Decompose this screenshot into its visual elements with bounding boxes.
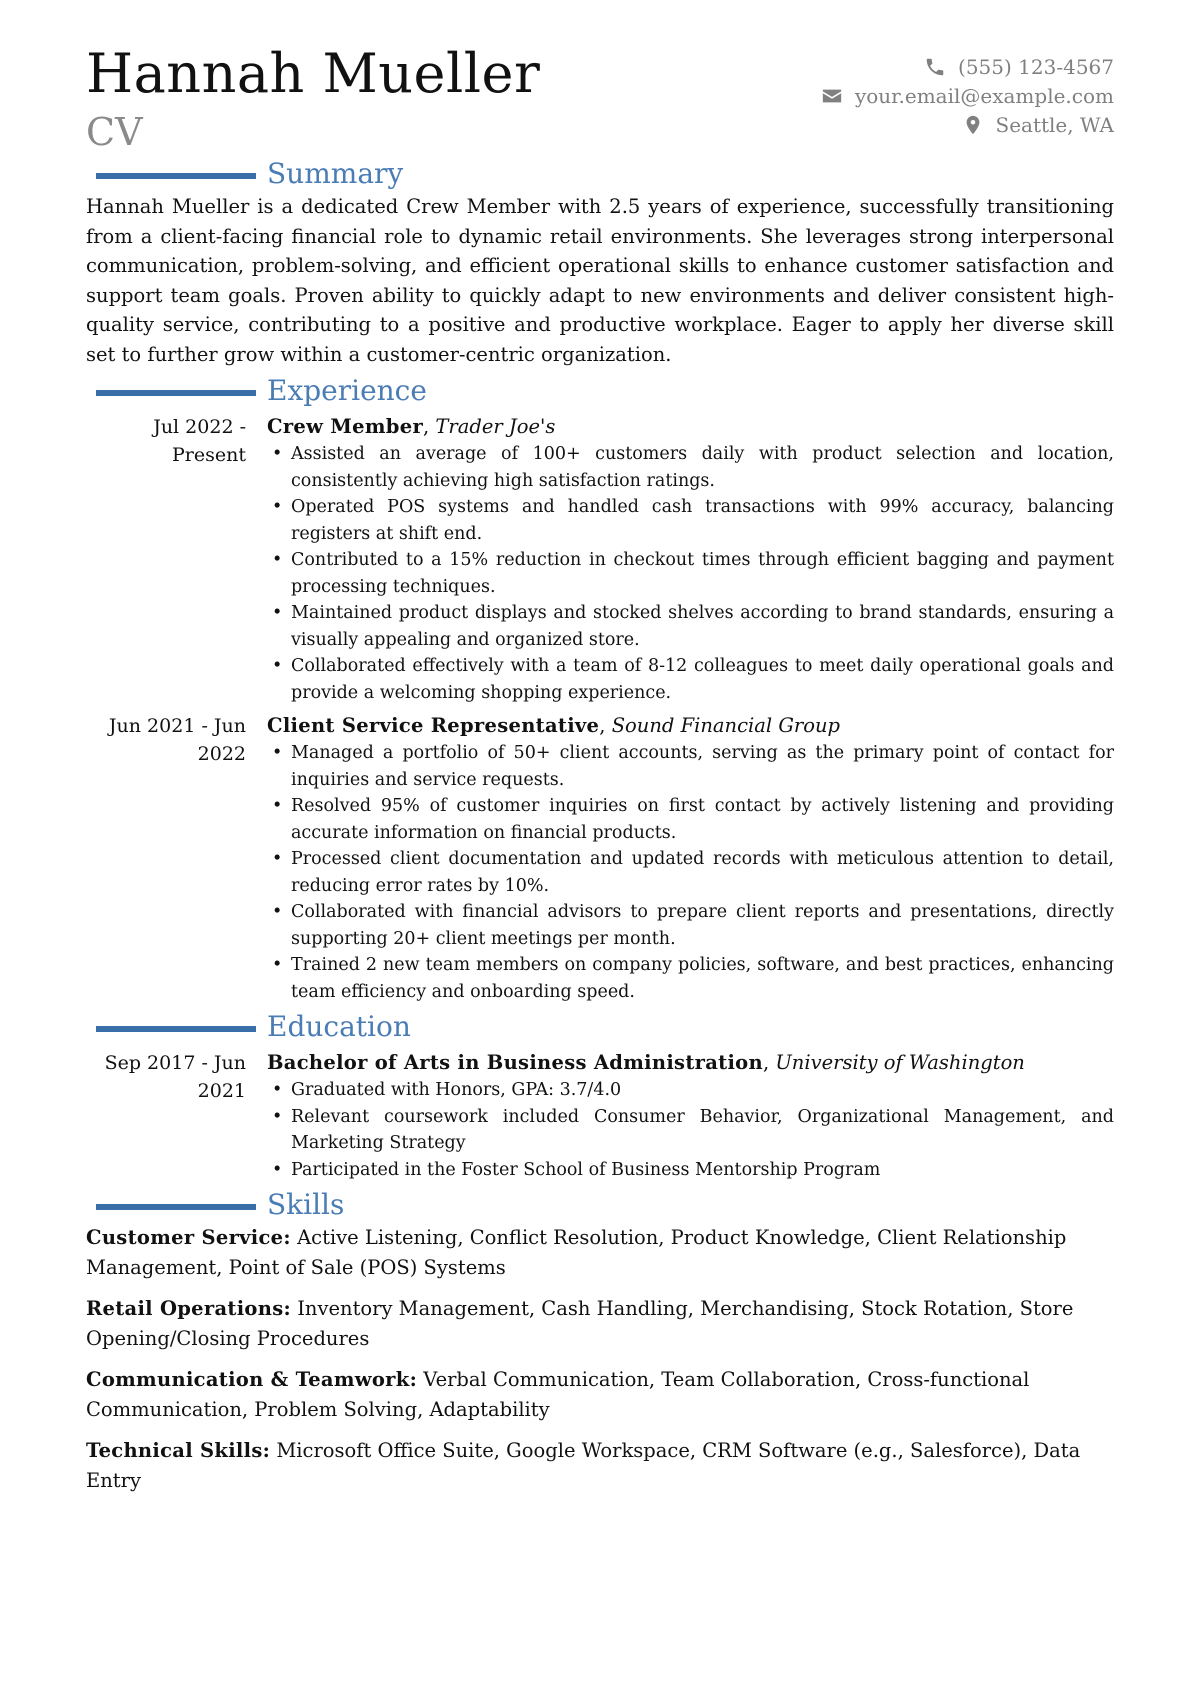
section-title: Education [267, 1010, 411, 1043]
cv-page [86, 40, 1114, 1507]
education-heading [86, 1011, 1114, 1043]
skill-group [86, 1436, 1114, 1495]
bullet-item: • Assisted an average of 100+ customers daily with product selection and location, consistently achieving high satisfaction ratings. [267, 441, 1114, 494]
skill-items: Active Listening, Conflict Resolution, Product Knowledge, Client Relationship Management, Point of Sale (POS) Systems [86, 1226, 1067, 1279]
job-title: Crew Member [267, 415, 424, 438]
education-entry [86, 1049, 1114, 1183]
summary-heading [86, 158, 1114, 190]
entry-date: Jun 2021 - Jun 2022 [108, 715, 246, 765]
bullet-item: • Collaborated with financial advisors to prepare client reports and presentations, directly supporting 20+ client meetings per month. [267, 899, 1114, 952]
bullet-item: • Participated in the Foster School of Business Mentorship Program [267, 1157, 1114, 1184]
experience-entry [86, 413, 1114, 706]
skill-group [86, 1294, 1114, 1353]
bullet-list [267, 1077, 1114, 1183]
contact-block [821, 52, 1114, 139]
bullet-item: • Resolved 95% of customer inquiries on first contact by actively listening and providing accurate information on financial products. [267, 793, 1114, 846]
contact-phone[interactable] [821, 52, 1114, 81]
section-accent-bar [96, 173, 256, 179]
bullet-item: • Collaborated effectively with a team of 8-12 colleagues to meet daily operational goals and provide a welcoming shopping experience. [267, 653, 1114, 706]
contact-email[interactable] [821, 81, 1114, 110]
skill-category: Retail Operations: [86, 1297, 291, 1320]
skills-list [86, 1223, 1114, 1495]
full-name: Hannah Mueller [86, 42, 541, 105]
skill-items: Microsoft Office Suite, Google Workspace, CRM Software (e.g., Salesforce), Data Entry [86, 1439, 1081, 1492]
bullet-item: • Managed a portfolio of 50+ client accounts, serving as the primary point of contact for inquiries and service requests. [267, 740, 1114, 793]
skill-items: Inventory Management, Cash Handling, Merchandising, Stock Rotation, Store Opening/Closing Procedures [86, 1297, 1074, 1350]
location-text: Seattle, WA [995, 112, 1114, 137]
entry-date: Sep 2017 - Jun 2021 [104, 1052, 246, 1102]
entry-body [267, 413, 1114, 706]
section-title: Experience [267, 374, 427, 407]
bullet-item: • Trained 2 new team members on company policies, software, and best practices, enhancing team efficiency and onboarding speed. [267, 952, 1114, 1005]
phone-text: (555) 123-4567 [958, 54, 1114, 79]
bullet-item: • Relevant coursework included Consumer Behavior, Organizational Management, and Marketing Strategy [267, 1104, 1114, 1157]
skill-category: Communication & Teamwork: [86, 1368, 418, 1391]
section-accent-bar [96, 1204, 256, 1210]
institution: University of Washington [775, 1051, 1025, 1074]
bullet-item: • Contributed to a 15% reduction in checkout times through efficient bagging and payment processing techniques. [267, 547, 1114, 600]
bullet-item: • Processed client documentation and updated records with meticulous attention to detail, reducing error rates by 10%. [267, 846, 1114, 899]
entry-body [267, 1049, 1114, 1183]
entry-title: Client Service Representative, Sound Financial Group [267, 714, 840, 737]
section-title: Summary [267, 157, 404, 190]
bullet-list [267, 740, 1114, 1005]
skill-category: Customer Service: [86, 1226, 291, 1249]
employer: Sound Financial Group [611, 714, 840, 737]
experience-heading [86, 375, 1114, 407]
degree-title: Bachelor of Arts in Business Administration [267, 1051, 763, 1074]
skill-category: Technical Skills: [86, 1439, 271, 1462]
employer: Trader Joe's [435, 415, 556, 438]
skills-heading [86, 1189, 1114, 1221]
job-title: Client Service Representative [267, 714, 600, 737]
experience-entry [86, 712, 1114, 1005]
section-accent-bar [96, 390, 256, 396]
document-subtitle: CV [86, 110, 143, 154]
section-title: Skills [267, 1188, 345, 1221]
email-text: your.email@example.com [854, 83, 1114, 108]
contact-location [821, 110, 1114, 139]
bullet-list [267, 441, 1114, 706]
summary-text: Hannah Mueller is a dedicated Crew Member with 2.5 years of experience, successfully transitioning from a client-facing financial role to dynamic retail environments. She leverages strong interpersonal communication, problem-solving, and efficient operational skills to enhance customer satisfaction and support team goals. Proven ability to quickly adapt to new environments and deliver consistent high-quality service, contributing to a positive and productive workplace. Eager to apply her diverse skill set to further grow within a customer-centric organization. [86, 195, 1114, 366]
entry-title: Bachelor of Arts in Business Administration, University of Washington [267, 1051, 1025, 1074]
section-accent-bar [96, 1026, 256, 1032]
map-pin-icon [962, 114, 984, 136]
bullet-item: • Maintained product displays and stocked shelves according to brand standards, ensuring a visually appealing and organized store. [267, 600, 1114, 653]
envelope-icon [821, 85, 843, 107]
skill-group [86, 1223, 1114, 1282]
entry-title: Crew Member, Trader Joe's [267, 415, 556, 438]
bullet-item: • Operated POS systems and handled cash transactions with 99% accuracy, balancing registers at shift end. [267, 494, 1114, 547]
skill-items: Verbal Communication, Team Collaboration, Cross-functional Communication, Problem Solving, Adaptability [86, 1368, 1030, 1421]
phone-icon [924, 56, 946, 78]
skill-group [86, 1365, 1114, 1424]
entry-date: Jul 2022 - Present [153, 416, 246, 466]
entry-body [267, 712, 1114, 1005]
cv-header [86, 40, 1114, 158]
bullet-item: • Graduated with Honors, GPA: 3.7/4.0 [267, 1077, 1114, 1104]
